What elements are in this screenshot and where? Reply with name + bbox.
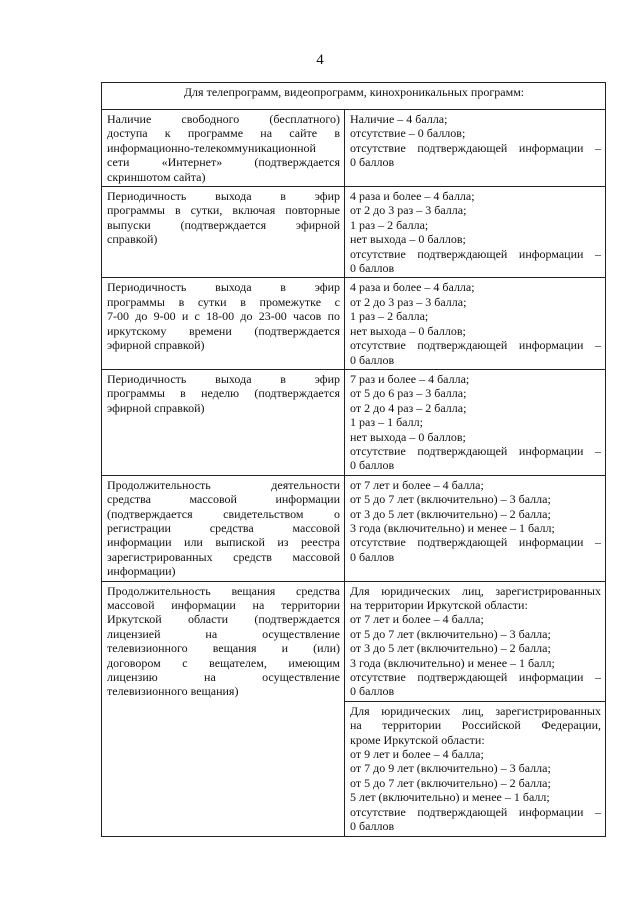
- score-line: отсутствие подтверждающей информации –: [350, 338, 601, 353]
- criterion-line: справкой): [107, 232, 158, 247]
- criterion-line: эфирной справкой): [107, 400, 205, 415]
- criterion-cell: [102, 369, 345, 475]
- score-cell: [345, 110, 606, 187]
- score-line: 0 баллов: [350, 155, 395, 170]
- block-heading-line: кроме Иркутской области:: [350, 732, 485, 747]
- score-line: нет выхода – 0 баллов;: [350, 429, 466, 444]
- criterion-line: регистрации средства массовой: [107, 520, 340, 535]
- criterion-line: программы в сутки в промежутке с: [107, 294, 340, 309]
- criterion-line: программы в сутки, включая повторные: [107, 203, 340, 218]
- criterion-line: информационно-телекоммуникационной: [107, 140, 316, 155]
- criterion-line: телевизионного вещания и (или): [107, 641, 340, 656]
- broadcast-row: [102, 581, 606, 701]
- score-line: 3 года (включительно) и менее – 1 балл;: [350, 655, 555, 670]
- criterion-line: информации): [107, 564, 176, 579]
- criterion-line: массовой информации на территории: [107, 598, 340, 612]
- score-line: 1 раз – 2 балла;: [350, 309, 429, 324]
- score-line: нет выхода – 0 баллов;: [350, 232, 466, 247]
- score-line: от 2 до 4 раз – 2 балла;: [350, 400, 467, 415]
- criterion-line: (подтверждается свидетельством о: [107, 506, 340, 521]
- criterion-line: Наличие свободного (бесплатного): [107, 112, 340, 126]
- score-line: от 7 лет и более – 4 балла;: [350, 612, 484, 627]
- score-line: 1 раз – 2 балла;: [350, 217, 429, 232]
- score-cell: [345, 187, 606, 278]
- block-heading-line: на территории Иркутской области:: [350, 598, 528, 612]
- criterion-line: Периодичность выхода в эфир: [107, 371, 340, 386]
- score-line: 0 баллов: [350, 549, 395, 564]
- score-line: от 3 до 5 лет (включительно) – 2 балла;: [350, 506, 551, 521]
- score-line: 7 раз и более – 4 балла;: [350, 371, 470, 386]
- score-line: Наличие – 4 балла;: [350, 112, 448, 126]
- criterion-line: Периодичность выхода в эфир: [107, 189, 340, 204]
- criterion-line: Иркутской области (подтверждается: [107, 612, 340, 627]
- score-line: 0 баллов: [350, 684, 395, 699]
- score-cell: [345, 278, 606, 369]
- criterion-line: эфирной справкой): [107, 338, 205, 353]
- criterion-line: иркутскому времени (подтверждается: [107, 323, 340, 338]
- score-line: отсутствие подтверждающей информации –: [350, 140, 601, 155]
- score-line: отсутствие подтверждающей информации –: [350, 246, 601, 261]
- score-line: 0 баллов: [350, 261, 395, 276]
- criteria-row: [102, 278, 606, 369]
- criteria-row: [102, 110, 606, 187]
- score-line: от 5 до 6 раз – 3 балла;: [350, 386, 467, 401]
- score-line: отсутствие подтверждающей информации –: [350, 670, 601, 685]
- page-number: 4: [316, 52, 324, 68]
- score-line: 4 раза и более – 4 балла;: [350, 280, 475, 295]
- criterion-cell: [102, 475, 345, 581]
- criteria-row: [102, 187, 606, 278]
- criteria-row: [102, 369, 606, 475]
- criterion-line: лицензией на осуществление: [107, 626, 340, 641]
- criterion-line: сети «Интернет» (подтверждается: [107, 155, 340, 170]
- criterion-cell: [102, 110, 345, 187]
- score-cell-irkutsk: [345, 581, 606, 701]
- table-header: Для телепрограмм, видеопрограмм, кинохроникальных программ:: [102, 83, 606, 110]
- criterion-line: средства массовой информации: [107, 492, 340, 507]
- table-header-row: [102, 83, 606, 110]
- score-line: 0 баллов: [350, 458, 395, 473]
- criterion-line: Периодичность выхода в эфир: [107, 280, 340, 295]
- criterion-line: договором с вещателем, имеющим: [107, 655, 340, 670]
- criterion-line: зарегистрированных средств массовой: [107, 549, 340, 564]
- score-line: от 5 до 7 лет (включительно) – 2 балла;: [350, 775, 551, 790]
- criterion-cell: [102, 581, 345, 836]
- criterion-line: программы в неделю (подтверждается: [107, 386, 340, 401]
- score-cell-rf: [345, 701, 606, 836]
- score-line: отсутствие подтверждающей информации –: [350, 443, 601, 458]
- score-line: отсутствие – 0 баллов;: [350, 126, 466, 141]
- score-line: 5 лет (включительно) и менее – 1 балл;: [350, 790, 550, 805]
- criteria-table: [101, 82, 606, 837]
- block-heading-line: Для юридических лиц, зарегистрированных: [350, 583, 601, 598]
- score-line: нет выхода – 0 баллов;: [350, 323, 466, 338]
- score-line: 3 года (включительно) и менее – 1 балл;: [350, 520, 555, 535]
- criterion-line: телевизионного вещания): [107, 684, 239, 699]
- score-line: 0 баллов: [350, 352, 395, 367]
- score-line: 4 раза и более – 4 балла;: [350, 189, 475, 204]
- score-line: от 2 до 3 раз – 3 балла;: [350, 203, 467, 218]
- score-line: 0 баллов: [350, 819, 395, 834]
- score-line: от 9 лет и более – 4 балла;: [350, 747, 484, 762]
- criterion-line: лицензию на осуществление: [107, 670, 340, 685]
- score-line: 1 раз – 1 балл;: [350, 415, 423, 430]
- criterion-cell: [102, 187, 345, 278]
- criterion-line: скриншотом сайта): [107, 169, 206, 184]
- criterion-line: выпуски (подтверждается эфирной: [107, 217, 340, 232]
- criterion-line: Продолжительность деятельности: [107, 477, 340, 492]
- criterion-line: информации или выпиской из реестра: [107, 535, 340, 550]
- score-line: от 7 лет и более – 4 балла;: [350, 477, 484, 492]
- block-heading-line: на территории Российской Федерации,: [350, 718, 601, 733]
- score-line: от 7 до 9 лет (включительно) – 3 балла;: [350, 761, 551, 776]
- score-line: от 2 до 3 раз – 3 балла;: [350, 294, 467, 309]
- score-line: от 5 до 7 лет (включительно) – 3 балла;: [350, 626, 551, 641]
- block-heading-line: Для юридических лиц, зарегистрированных: [350, 703, 601, 718]
- criterion-cell: [102, 278, 345, 369]
- score-line: от 3 до 5 лет (включительно) – 2 балла;: [350, 641, 551, 656]
- score-line: отсутствие подтверждающей информации –: [350, 804, 601, 819]
- criterion-line: доступа к программе на сайте в: [107, 126, 340, 141]
- criteria-row: [102, 475, 606, 581]
- score-line: отсутствие подтверждающей информации –: [350, 535, 601, 550]
- score-line: от 5 до 7 лет (включительно) – 3 балла;: [350, 492, 551, 507]
- criterion-line: Продолжительность вещания средства: [107, 583, 340, 598]
- score-cell: [345, 475, 606, 581]
- score-cell: [345, 369, 606, 475]
- criterion-line: 7-00 до 9-00 и с 18-00 до 23-00 часов по: [107, 309, 340, 324]
